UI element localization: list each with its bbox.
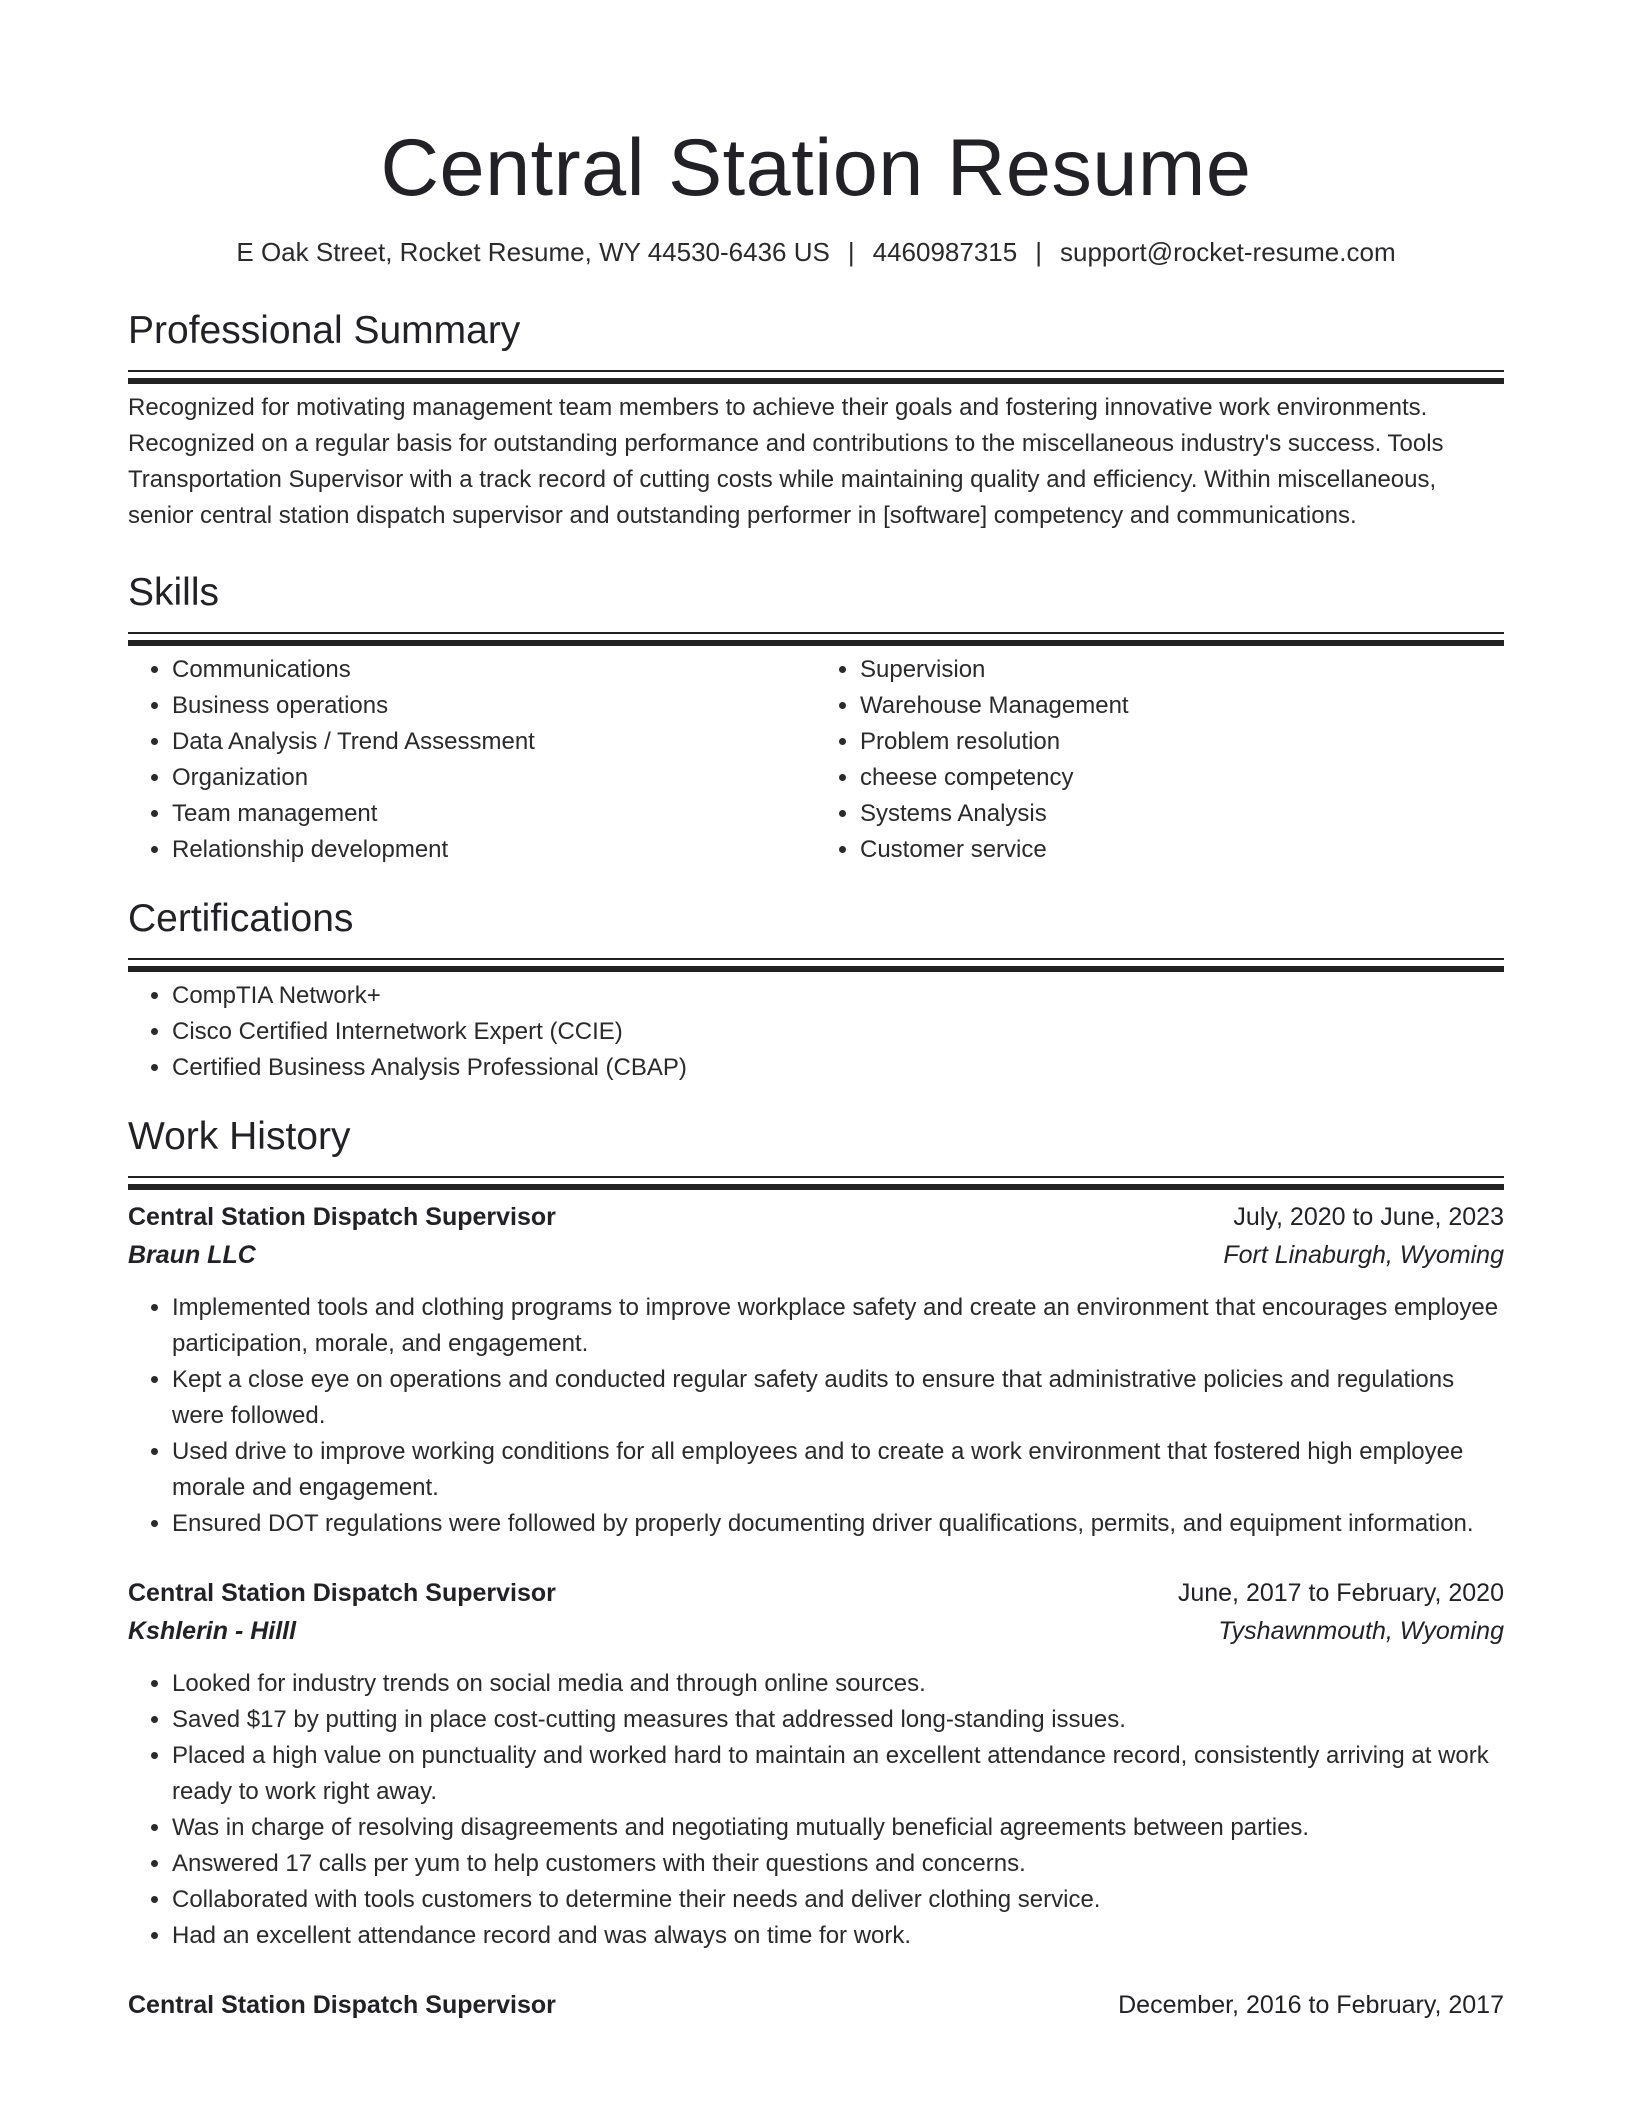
job-header — [128, 1198, 1504, 1236]
section-title: Certifications — [128, 897, 354, 940]
skill-item: • Systems Analysis — [860, 796, 1504, 832]
job-subheader — [128, 1612, 1504, 1650]
skill-item: • Customer service — [860, 832, 1504, 868]
job-bullet: • Collaborated with tools customers to determine their needs and deliver clothing service. — [172, 1882, 1504, 1918]
skill-item: • Organization — [172, 760, 816, 796]
skill-item: • Communications — [172, 652, 816, 688]
job-bullet: • Placed a high value on punctuality and worked hard to maintain an excellent attendance record, consistently arriving at work ready to work right away. — [172, 1738, 1504, 1810]
job-bullets — [128, 1666, 1504, 1954]
job-title: Central Station Dispatch Supervisor — [128, 1579, 556, 1607]
job-location: Tyshawnmouth, Wyoming — [1218, 1617, 1504, 1645]
resume-name: Central Station Resume — [380, 123, 1252, 213]
skill-item: • cheese competency — [860, 760, 1504, 796]
skills-section — [128, 568, 1504, 868]
section-divider — [128, 370, 1504, 376]
job-company: Braun LLC — [128, 1241, 256, 1269]
job-dates: December, 2016 to February, 2017 — [1118, 1991, 1504, 2019]
skills-grid — [128, 652, 1504, 868]
skill-item: • Warehouse Management — [860, 688, 1504, 724]
contact-separator: | — [847, 237, 855, 267]
skills-list-left — [128, 652, 816, 868]
certification-item: • CompTIA Network+ — [172, 978, 1504, 1014]
job-bullet: • Answered 17 calls per yum to help customers with their questions and concerns. — [172, 1846, 1504, 1882]
job-bullet: • Saved $17 by putting in place cost-cutting measures that addressed long-standing issues. — [172, 1702, 1504, 1738]
resume-page — [128, 0, 1504, 2024]
section-divider — [128, 958, 1504, 964]
job-bullets — [128, 1290, 1504, 1542]
job-bullet: • Implemented tools and clothing programs to improve workplace safety and create an environment that encourages employee participation, morale, and engagement. — [172, 1290, 1504, 1362]
skill-item: • Business operations — [172, 688, 816, 724]
skill-item: • Team management — [172, 796, 816, 832]
certifications-list — [128, 978, 1504, 1086]
skill-item: • Relationship development — [172, 832, 816, 868]
contact-address: E Oak Street, Rocket Resume, WY 44530-6436 US — [236, 237, 830, 267]
work-history-section — [128, 1112, 1504, 2024]
section-title: Skills — [128, 571, 220, 614]
job-bullet: • Used drive to improve working conditions for all employees and to create a work environment that fostered high employee morale and engagement. — [172, 1434, 1504, 1506]
contact-line — [128, 234, 1504, 270]
summary-text: Recognized for motivating management team members to achieve their goals and fostering innovative work environments. Recognized on a regular basis for outstanding performance and contributions to the miscellaneous industry's success. Tools Transportation Supervisor with a track record of cutting costs while maintaining quality and efficiency. Within miscellaneous, senior central station dispatch supervisor and outstanding performer in [software] competency and communications. — [128, 394, 1444, 529]
contact-separator: | — [1035, 237, 1042, 267]
skill-item: • Data Analysis / Trend Assessment — [172, 724, 816, 760]
job-header — [128, 1986, 1504, 2024]
section-divider — [128, 632, 1504, 638]
section-title: Work History — [128, 1115, 351, 1158]
job-title: Central Station Dispatch Supervisor — [128, 1203, 556, 1231]
job-location: Fort Linaburgh, Wyoming — [1223, 1241, 1504, 1269]
job-dates: July, 2020 to June, 2023 — [1233, 1203, 1504, 1231]
job-bullet: • Kept a close eye on operations and conducted regular safety audits to ensure that administrative policies and regulations were followed. — [172, 1362, 1504, 1434]
section-title: Professional Summary — [128, 309, 521, 352]
skill-item: • Supervision — [860, 652, 1504, 688]
certification-item: • Cisco Certified Internetwork Expert (CCIE) — [172, 1014, 1504, 1050]
skill-item: • Problem resolution — [860, 724, 1504, 760]
job-entry — [128, 1198, 1504, 1542]
job-bullet: • Ensured DOT regulations were followed by properly documenting driver qualifications, permits, and equipment information. — [172, 1506, 1504, 1542]
job-subheader — [128, 1236, 1504, 1274]
job-bullet: • Looked for industry trends on social media and through online sources. — [172, 1666, 1504, 1702]
contact-email: support@rocket-resume.com — [1059, 237, 1396, 267]
certification-item: • Certified Business Analysis Professional (CBAP) — [172, 1050, 1504, 1086]
job-entry — [128, 1986, 1504, 2024]
contact-phone: 4460987315 — [872, 237, 1018, 267]
summary-section — [128, 306, 1504, 534]
section-divider — [128, 1176, 1504, 1182]
skills-list-right — [816, 652, 1504, 868]
job-entry — [128, 1574, 1504, 1954]
job-header — [128, 1574, 1504, 1612]
certifications-section — [128, 894, 1504, 1086]
job-title: Central Station Dispatch Supervisor — [128, 1991, 556, 2019]
job-bullet: • Had an excellent attendance record and was always on time for work. — [172, 1918, 1504, 1954]
job-bullet: • Was in charge of resolving disagreements and negotiating mutually beneficial agreements between parties. — [172, 1810, 1504, 1846]
job-dates: June, 2017 to February, 2020 — [1177, 1579, 1504, 1607]
job-company: Kshlerin - Hilll — [128, 1617, 297, 1645]
